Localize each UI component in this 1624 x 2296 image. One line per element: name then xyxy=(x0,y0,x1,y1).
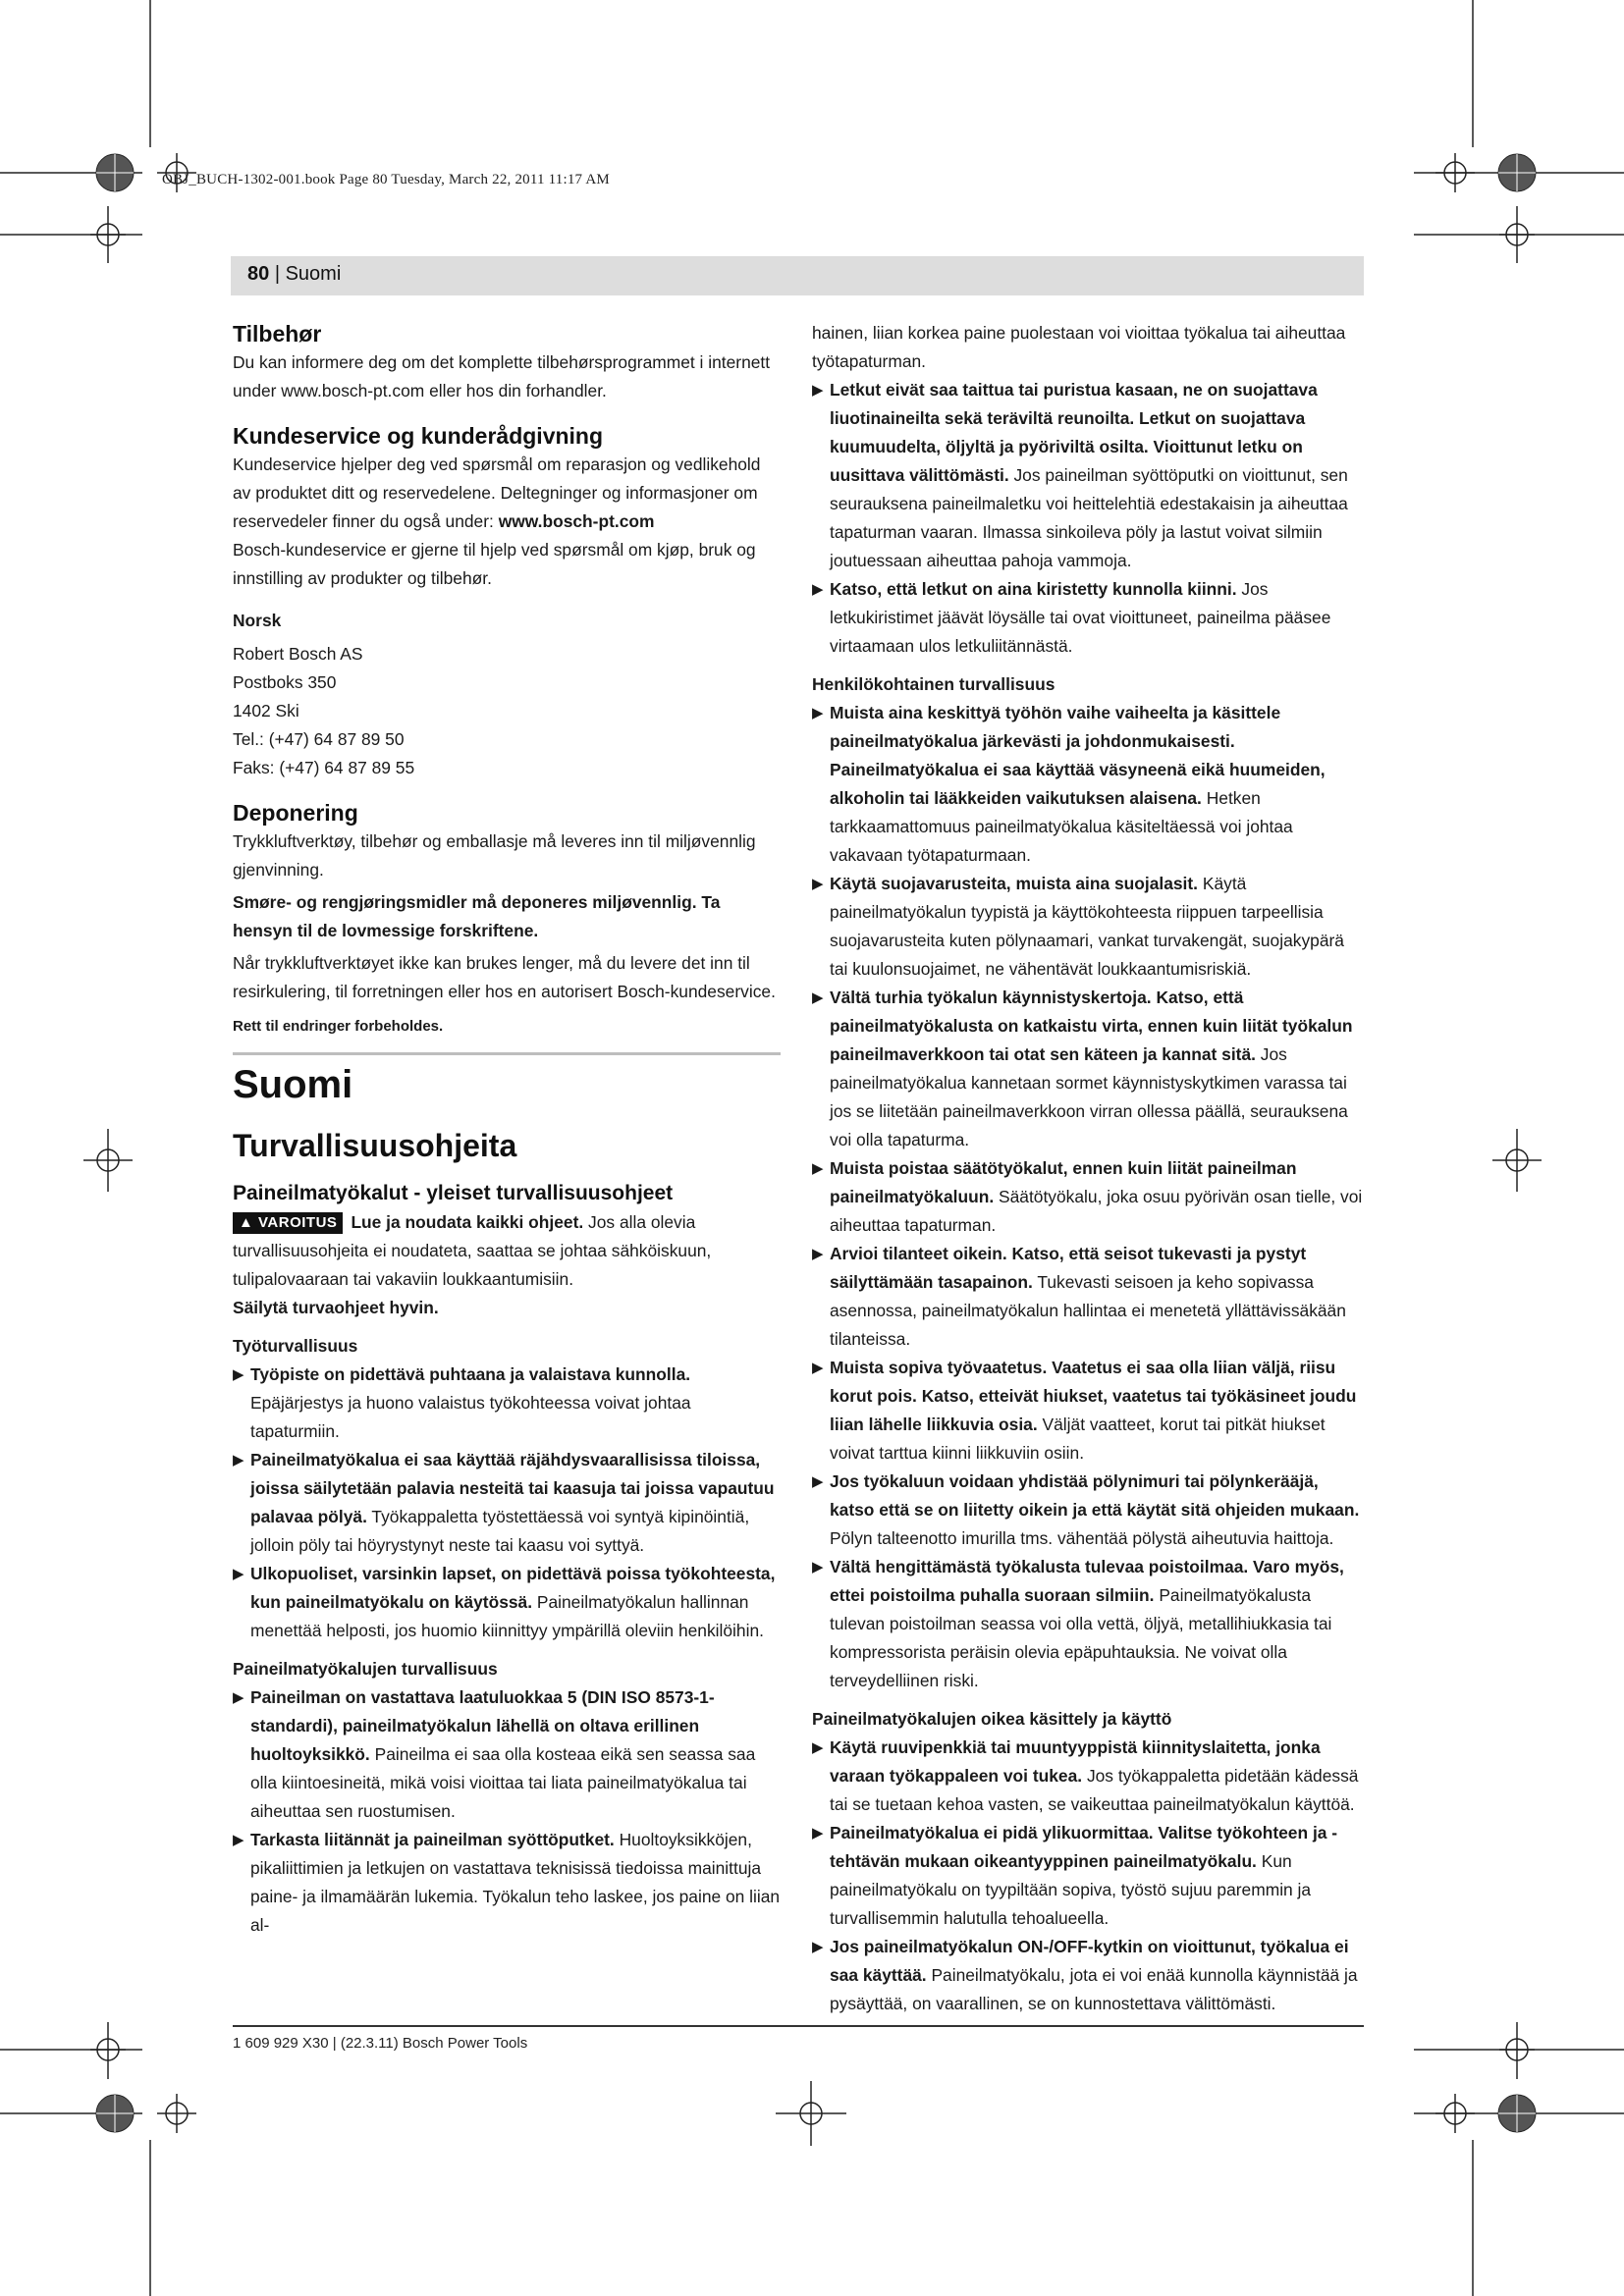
list-item-text: Hetken tarkkaamattomuus paineilmatyökalua käsiteltäessä voi johtaa vakavaan työtapaturmaan. xyxy=(830,788,1293,865)
deponering-p2: Smøre- og rengjøringsmidler må deponeres miljøvennlig. Ta hensyn til de lovmessige forskriftene. xyxy=(233,892,721,940)
list-item-text: Huoltoyksikköjen, pikaliittimien ja letkujen on vastattava teknisissä tiedoissa mainittuja paine- ja ilmamäärän lukemia. Työkalun teho laskee, jos paine on liian al- xyxy=(250,1830,781,1935)
tilbehor-text: Du kan informere deg om det komplette tilbehørsprogrammet i internett under www.bosch-pt.com eller hos din forhandler. xyxy=(233,352,771,400)
kundeservice-p2: Bosch-kundeservice er gjerne til hjelp ved spørsmål om kjøp, bruk og innstilling av produkter og tilbehør. xyxy=(233,540,756,588)
list-item-text: Paineilma ei saa olla kosteaa eikä sen seassa saa olla kiintoesineitä, mikä voisi vioittaa tai liata paineilmatyökalua tai aiheuttaa sen ruostumisen. xyxy=(250,1744,756,1821)
list-item-text: Epäjärjestys ja huono valaistus työkohteessa voivat johtaa tapaturmiin. xyxy=(250,1393,691,1441)
list-item xyxy=(233,1683,781,1826)
turvallisuus-title: Turvallisuusohjeita xyxy=(233,1128,517,1163)
list-item-bold: Vältä turhia työkalun käynnistyskertoja. Katso, että paineilmatyökalusta on katkaistu virta, ennen kuin liität työkalun paineilmaverkkoon tai otat sen käteen ja kannat sitä. xyxy=(830,988,1353,1064)
list-item-text: Pölyn talteenotto imurilla tms. vähentää pölystä aiheutuvia haittoja. xyxy=(830,1528,1334,1548)
list-item xyxy=(233,1826,781,1940)
list-item xyxy=(812,575,1365,661)
header-separator: | xyxy=(274,263,281,285)
list-item-text: Työkappaletta työstettäessä voi syntyä kipinöintiä, jolloin pöly tai höyrystynyt neste tai kaasu voi syttyä. xyxy=(250,1507,750,1555)
list-item xyxy=(812,699,1365,870)
bullet-arrow-icon: ▶ xyxy=(233,1689,244,1706)
suomi-title: Suomi xyxy=(233,1063,353,1106)
bullet-arrow-icon: ▶ xyxy=(812,1939,824,1955)
header-language: Suomi xyxy=(285,263,342,285)
list-item xyxy=(812,1553,1365,1695)
general-heading: Paineilmatyökalut - yleiset turvallisuusohjeet xyxy=(233,1182,674,1204)
workplace-heading: Työturvallisuus xyxy=(233,1336,358,1356)
list-item-bold: Letkut eivät saa taittua tai puristua kasaan, ne on suojattava liuotinaineilta sekä teräviltä reunoilta. Letkut on suojattava kuumuudelta, öljyltä ja pyöriviltä osilta. Vioittunut letku on uusittava välittömästi. xyxy=(830,380,1318,485)
list-item-text: Väljät vaatteet, korut tai pitkät hiukset voivat tarttua kiinni liikkuviin osiin. xyxy=(830,1415,1326,1463)
kundeservice-p1-text: Kundeservice hjelper deg ved spørsmål om reparasjon og vedlikehold av produktet ditt og reservedelene. Deltegninger og informasjoner om reservedeler finner du også under: xyxy=(233,454,761,531)
list-item-bold: Vältä hengittämästä työkalusta tulevaa poistoilmaa. Varo myös, ettei poistoilma puhalla suoraan silmiin. xyxy=(830,1557,1344,1605)
list-item-text: Jos paineilmatyökalua kannetaan sormet käynnistyskytkimen varassa tai jos se liitetään paineilmaverkkoon virran ollessa päällä, seurauksena voi olla tapaturma. xyxy=(830,1044,1348,1149)
bullet-arrow-icon: ▶ xyxy=(812,1559,824,1575)
left-column xyxy=(233,319,781,1940)
list-item xyxy=(233,1560,781,1645)
bullet-arrow-icon: ▶ xyxy=(812,705,824,721)
list-item-bold: Käytä suojavarusteita, muista aina suojalasit. xyxy=(830,874,1199,893)
kundeservice-link[interactable]: www.bosch-pt.com xyxy=(498,511,655,531)
personal-heading: Henkilökohtainen turvallisuus xyxy=(812,674,1056,694)
list-item-text: Paineilmatyökalun hallinnan menettää helposti, jos huomio kiinnittyy ympärillä oleviin henkilöihin. xyxy=(250,1592,764,1640)
bullet-arrow-icon: ▶ xyxy=(812,581,824,598)
list-item-bold: Jos paineilmatyökalun ON-/OFF-kytkin on vioittunut, työkalua ei saa käyttää. xyxy=(830,1937,1349,1985)
list-item-bold: Katso, että letkut on aina kiristetty kunnolla kiinni. xyxy=(830,579,1237,599)
list-item-bold: Paineilmatyökalua ei saa käyttää räjähdysvaarallisissa tiloissa, joissa säilytetään palavia nesteitä tai kaasuja tai joissa vapautuu palavaa pölyä. xyxy=(250,1450,775,1526)
page-header xyxy=(247,263,341,286)
list-item-text: Paineilmatyökalusta tulevan poistoilman seassa voi olla vettä, öljyä, metallihiukkasia tai kompressorista peräisin olevia epäpuhtauksia. Ne voivat olla terveydelliinen riski. xyxy=(830,1585,1332,1690)
list-item-text: Tukevasti seisoen ja keho sopivassa asennossa, paineilmatyökalun hallintaa ei menetetä yllättävissäkään tilanteissa. xyxy=(830,1272,1346,1349)
list-item xyxy=(812,1240,1365,1354)
list-item-bold: Ulkopuoliset, varsinkin lapset, on pidettävä poissa työkohteesta, kun paineilmatyökalu on käytössä. xyxy=(250,1564,776,1612)
warning-badge-label: VAROITUS xyxy=(258,1214,338,1232)
list-item-text: Kun paineilmatyökalu on tyypiltään sopiva, työstö sujuu paremmin ja turvallisemmin halutulla tehoalueella. xyxy=(830,1851,1312,1928)
print-slug: OBJ_BUCH-1302-001.book Page 80 Tuesday, March 22, 2011 11:17 AM xyxy=(162,172,610,187)
list-item-bold: Tarkasta liitännät ja paineilman syöttöputket. xyxy=(250,1830,615,1849)
bullet-arrow-icon: ▶ xyxy=(812,1473,824,1490)
footer-divider xyxy=(233,2025,1364,2027)
list-item-bold: Työpiste on pidettävä puhtaana ja valaistava kunnolla. xyxy=(250,1364,691,1384)
list-item xyxy=(812,1734,1365,1819)
norsk-fax: Faks: (+47) 64 87 89 55 xyxy=(233,758,415,777)
list-item-bold: Jos työkaluun voidaan yhdistää pölynimuri tai pölynkerääjä, katso että se on liitetty oikein ja että käytät sitä ohjeiden mukaan. xyxy=(830,1471,1360,1520)
bullet-arrow-icon: ▶ xyxy=(233,1832,244,1848)
deponering-p3: Når trykkluftverktøyet ikke kan brukes lenger, må du levere det inn til resirkulering, til forretningen eller hos en autorisert Bosch-kundeservice. xyxy=(233,953,776,1001)
deponering-heading: Deponering xyxy=(233,800,358,826)
list-item-bold: Arvioi tilanteet oikein. Katso, että seisot tukevasti ja pystyt säilyttämään tasapainon. xyxy=(830,1244,1307,1292)
list-item xyxy=(812,1468,1365,1553)
handling-heading: Paineilmatyökalujen oikea käsittely ja käyttö xyxy=(812,1709,1172,1729)
bullet-arrow-icon: ▶ xyxy=(233,1366,244,1383)
bullet-arrow-icon: ▶ xyxy=(812,876,824,892)
list-item xyxy=(812,1154,1365,1240)
norsk-tel: Tel.: (+47) 64 87 89 50 xyxy=(233,729,405,749)
norsk-postbox: Postboks 350 xyxy=(233,672,337,692)
list-item-bold: Paineilmatyökalua ei pidä ylikuormittaa. Valitse työkohteen ja -tehtävän mukaan oikeantyyppinen paineilmatyökalu. xyxy=(830,1823,1338,1871)
list-item xyxy=(812,1354,1365,1468)
list-item xyxy=(812,870,1365,984)
list-item-text: Jos paineilman syöttöputki on vioittunut, sen seurauksena paineilmaletku voi heittelehtiä edestakaisin ja aiheuttaa tapaturman vaaran. Ilmassa sinkoileva pöly ja lastut voivat silmiin joutuessaan aiheuttaa pahoja vammoja. xyxy=(830,465,1348,570)
general-lead-bold: Lue ja noudata kaikki ohjeet. xyxy=(351,1212,584,1232)
list-item-bold: Käytä ruuvipenkkiä tai muuntyyppistä kiinnityslaitetta, jonka varaan työkappaleen voi tukea. xyxy=(830,1737,1321,1786)
list-item-text: Jos työkappaletta pidetään kädessä tai se tuetaan kehoa vasten, se vaikeuttaa paineilmatyökalun käyttöä. xyxy=(830,1766,1359,1814)
page-header-bar xyxy=(231,256,1364,295)
bullet-arrow-icon: ▶ xyxy=(812,1825,824,1842)
right-column xyxy=(812,319,1365,2018)
list-item xyxy=(812,984,1365,1154)
bullet-arrow-icon: ▶ xyxy=(812,1246,824,1262)
norsk-city: 1402 Ski xyxy=(233,701,299,721)
list-item-text: Käytä paineilmatyökalun tyypistä ja käyttökohteesta riippuen tarpeellisia suojavarusteita kuten pölynaamari, vankat turvakengät, suojakypärä tai kuulonsuojaimet, ne vähentävät loukkaantumisriskiä. xyxy=(830,874,1344,979)
bullet-arrow-icon: ▶ xyxy=(812,989,824,1006)
list-item xyxy=(812,1933,1365,2018)
list-item-bold: Muista aina keskittyä työhön vaihe vaiheelta ja käsittele paineilmatyökalua järkevästi ja johdonmukaisesti. Paineilmatyökalua ei saa käyttää väsyneenä eikä huumeiden, alkoholin tai lääkkeiden vaikutuksen alaisena. xyxy=(830,703,1326,808)
deponering-notice: Rett til endringer forbeholdes. xyxy=(233,1018,444,1035)
tool-safety-heading: Paineilmatyökalujen turvallisuus xyxy=(233,1659,498,1679)
bullet-arrow-icon: ▶ xyxy=(233,1452,244,1468)
bullet-arrow-icon: ▶ xyxy=(812,1360,824,1376)
tilbehor-heading: Tilbehør xyxy=(233,321,322,347)
list-item xyxy=(812,1819,1365,1933)
list-item-text: Säätötyökalu, joka osuu pyörivän osan tielle, voi aiheuttaa tapaturman. xyxy=(830,1187,1363,1235)
bullet-arrow-icon: ▶ xyxy=(812,382,824,399)
list-item xyxy=(233,1446,781,1560)
page-number: 80 xyxy=(247,263,270,285)
continuation-text: hainen, liian korkea paine puolestaan voi vioittaa työkalua tai aiheuttaa työtapaturman. xyxy=(812,323,1346,371)
kundeservice-p1 xyxy=(233,451,781,536)
norsk-company: Robert Bosch AS xyxy=(233,644,363,664)
bullet-arrow-icon: ▶ xyxy=(812,1160,824,1177)
deponering-p1: Trykkluftverktøy, tilbehør og emballasje må leveres inn til miljøvennlig gjenvinning. xyxy=(233,831,756,880)
list-item-bold: Muista sopiva työvaatetus. Vaatetus ei saa olla liian väljä, riisu korut pois. Katso, etteivät hiukset, vaatetus tai työkäsineet joudu liian lähelle liikkuvia osia. xyxy=(830,1358,1357,1434)
list-item xyxy=(233,1361,781,1446)
list-item xyxy=(812,376,1365,575)
list-item-bold: Paineilman on vastattava laatuluokkaa 5 (DIN ISO 8573-1-standardi), paineilmatyökalun lähellä on oltava erillinen huoltoyksikkö. xyxy=(250,1687,715,1764)
list-item-text: Jos letkukiristimet jäävät löysälle tai ovat vioittuneet, paineilma pääsee virtaamaan ulos letkuliitännästä. xyxy=(830,579,1331,656)
section-divider xyxy=(233,1052,781,1055)
page-footer: 1 609 929 X30 | (22.3.11) Bosch Power Tools xyxy=(233,2035,528,2052)
list-item-text: Paineilmatyökalu, jota ei voi enää kunnolla käynnistää ja pysäyttää, on vaarallinen, se on kunnostettava välittömästi. xyxy=(830,1965,1358,2013)
general-lead-rest: Jos alla olevia turvallisuusohjeita ei noudateta, saattaa se johtaa sähköiskuun, tulipalovaaraan tai vakaviin loukkaantumisiin. xyxy=(233,1212,712,1289)
warning-triangle-icon: ▲ xyxy=(239,1214,254,1232)
kundeservice-heading: Kundeservice og kunderådgivning xyxy=(233,423,604,449)
bullet-arrow-icon: ▶ xyxy=(233,1566,244,1582)
general-lead xyxy=(233,1208,781,1294)
warning-badge xyxy=(233,1212,343,1234)
general-keep: Säilytä turvaohjeet hyvin. xyxy=(233,1298,439,1317)
bullet-arrow-icon: ▶ xyxy=(812,1739,824,1756)
list-item-bold: Muista poistaa säätötyökalut, ennen kuin liität paineilman paineilmatyökaluun. xyxy=(830,1158,1297,1206)
norsk-heading: Norsk xyxy=(233,611,282,630)
